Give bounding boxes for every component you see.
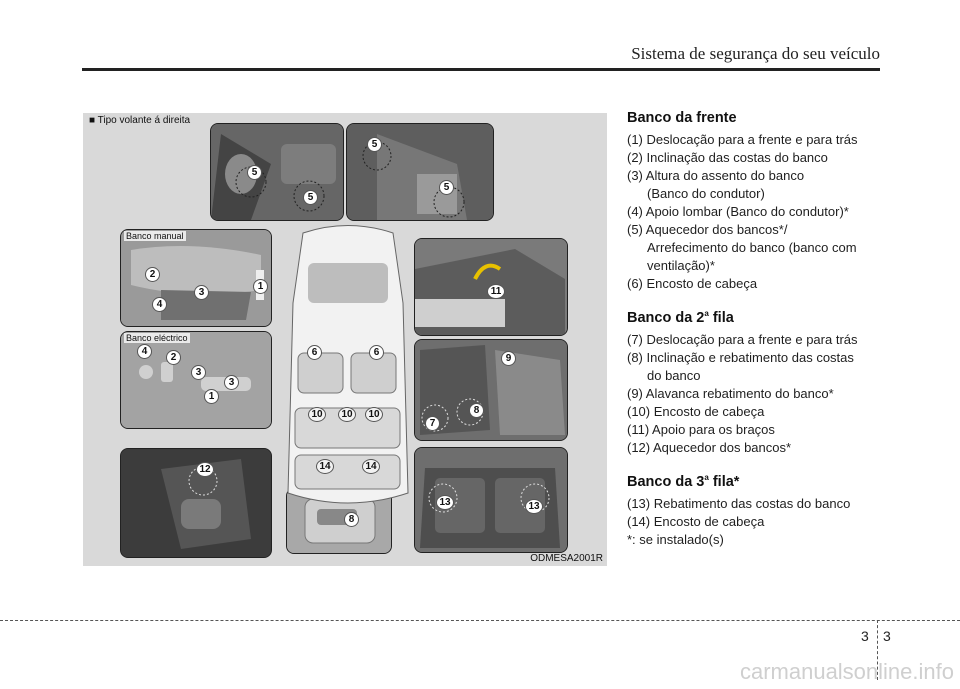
second-item-7: (7) Deslocação para a frente e para trás (627, 331, 858, 347)
front-item-3: (3) Altura do assento do banco (627, 168, 805, 183)
second-item-8: (8) Inclinação e rebatimento das costas (627, 349, 854, 365)
callout-11: 11 (487, 284, 505, 299)
callout-9: 9 (501, 351, 516, 366)
callout-7: 7 (425, 416, 440, 431)
inset-gear-right (346, 123, 494, 221)
figure-caption: ■ Tipo volante á direita (89, 115, 191, 126)
front-seat-heading: Banco da frente (627, 110, 737, 126)
second-row-heading-b: fila (708, 309, 734, 326)
section-title: Sistema de segurança do seu veículo (631, 44, 880, 63)
second-item-12: (12) Aquecedor dos bancos* (627, 439, 792, 455)
front-item-5: (5) Aquecedor dos bancos*/ (627, 222, 788, 237)
callout-13-a: 13 (436, 495, 454, 510)
third-item-14: (14) Encosto de cabeça (627, 513, 765, 529)
callout-14-b: 14 (362, 459, 380, 474)
inset-gear-left (210, 123, 344, 221)
callout-13-b: 13 (525, 499, 543, 514)
inset-manual-seat (120, 229, 272, 327)
front-item-4: (4) Apoio lombar (Banco do condutor)* (627, 204, 849, 219)
front-item-2: (2) Inclinação das costas do banco (627, 150, 828, 165)
second-item-11: (11) Apoio para os braços (627, 421, 775, 437)
callout-10-a: 10 (308, 407, 326, 422)
second-row-heading-sup: a (704, 309, 709, 318)
electric-seat-label: Banco eléctrico (126, 333, 188, 343)
third-item-13: (13) Rebatimento das costas do banco (627, 495, 851, 511)
callout-5-a: 5 (247, 165, 262, 180)
second-row-heading-a: Banco da 2 (627, 309, 705, 326)
third-row-heading-a: Banco da 3 (627, 473, 705, 490)
callout-4-manual: 4 (152, 297, 167, 312)
figure-code: ODMESA2001R (530, 553, 603, 564)
footer-rule (0, 620, 960, 621)
front-item-3-cont: (Banco do condutor) (647, 186, 765, 201)
callout-5-c: 5 (367, 137, 382, 152)
callout-1-electric: 1 (204, 389, 219, 404)
callout-5-b: 5 (303, 190, 318, 205)
callout-3-manual: 3 (194, 285, 209, 300)
third-row-heading-sup: a (704, 472, 709, 482)
callout-10-c: 10 (365, 407, 383, 422)
callout-8-right: 8 (469, 403, 484, 418)
seat-illustration (83, 113, 607, 566)
callout-8-bottom: 8 (344, 512, 359, 527)
header-rule (82, 68, 880, 71)
callout-10-b: 10 (338, 407, 356, 422)
callout-3-electric-b: 3 (224, 375, 239, 390)
gear-lever-left-drawing (211, 124, 343, 220)
page-chapter: 3 (861, 628, 869, 644)
callout-12: 12 (196, 462, 214, 477)
callout-14-a: 14 (316, 459, 334, 474)
callout-2-electric: 2 (166, 350, 181, 365)
callout-3-electric-a: 3 (191, 365, 206, 380)
car-top-view (283, 223, 413, 513)
watermark: carmanualsonline.info (739, 659, 954, 684)
second-item-8-cont: do banco (647, 367, 701, 383)
front-item-1: (1) Deslocação para a frente e para trás (627, 132, 858, 147)
seat-descriptions (627, 110, 887, 549)
callout-5-d: 5 (439, 180, 454, 195)
third-row-heading (627, 469, 887, 491)
front-item-5-cont-b: ventilação)* (647, 258, 715, 273)
footnote: *: se instalado(s) (627, 531, 724, 547)
front-item-6: (6) Encosto de cabeça (627, 276, 758, 291)
second-item-9: (9) Alavanca rebatimento do banco* (627, 385, 834, 401)
manual-seat-drawing (121, 230, 271, 326)
inset-door-switch (120, 448, 272, 558)
callout-4-electric: 4 (137, 344, 152, 359)
second-row-heading (627, 305, 887, 327)
page-number: 3 (883, 628, 891, 644)
callout-2-manual: 2 (145, 267, 160, 282)
callout-6-right: 6 (369, 345, 384, 360)
second-item-10: (10) Encosto de cabeça (627, 403, 765, 419)
third-row-heading-b: fila* (708, 473, 740, 490)
callout-1-manual: 1 (253, 279, 268, 294)
manual-seat-label: Banco manual (126, 231, 184, 241)
front-item-5-cont-a: Arrefecimento do banco (banco com (647, 240, 857, 255)
callout-6-left: 6 (307, 345, 322, 360)
